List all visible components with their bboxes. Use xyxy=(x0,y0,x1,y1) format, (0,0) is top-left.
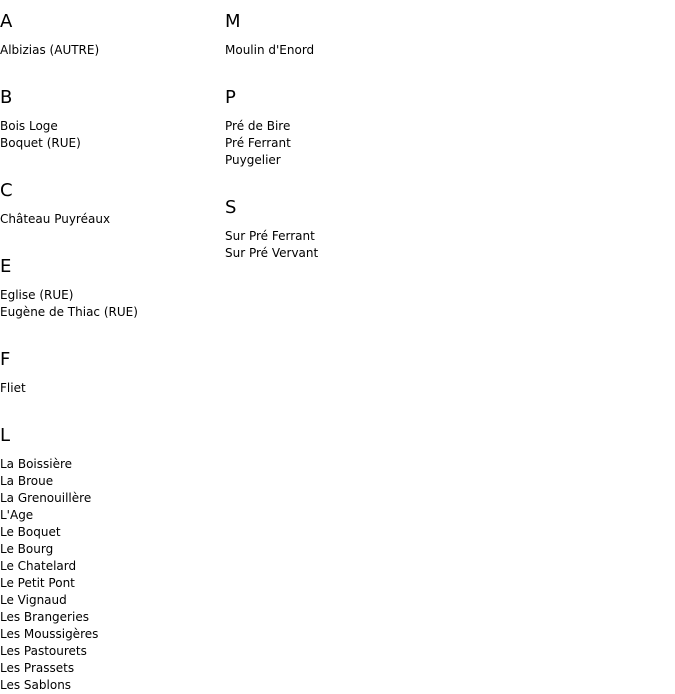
street-list xyxy=(0,118,225,152)
street-link[interactable]: Les Pastourets xyxy=(0,644,87,658)
street-link[interactable]: Pré Ferrant xyxy=(225,136,291,150)
street-link[interactable]: Boquet (RUE) xyxy=(0,136,81,150)
street-item xyxy=(0,558,225,575)
letter-group-f xyxy=(0,350,225,414)
street-item xyxy=(0,473,225,490)
letter-group-c xyxy=(0,181,225,245)
street-link[interactable]: La Boissière xyxy=(0,457,73,471)
street-item xyxy=(0,490,225,507)
street-list xyxy=(0,211,225,228)
street-item xyxy=(0,609,225,626)
group-spacer xyxy=(0,152,225,169)
street-item xyxy=(0,660,225,677)
street-item xyxy=(0,304,225,321)
street-link[interactable]: Albizias (AUTRE) xyxy=(0,43,100,57)
letter-heading: C xyxy=(0,180,13,201)
left-column xyxy=(0,0,225,694)
street-link[interactable]: Pré de Bire xyxy=(225,119,291,133)
street-list xyxy=(225,118,450,169)
street-link[interactable]: Le Vignaud xyxy=(0,593,67,607)
street-list xyxy=(225,228,450,262)
street-link[interactable]: Le Bourg xyxy=(0,542,54,556)
street-link[interactable]: Moulin d'Enord xyxy=(225,43,315,57)
street-item xyxy=(0,677,225,694)
letter-group-a xyxy=(0,12,225,76)
street-item xyxy=(225,135,450,152)
letter-heading: L xyxy=(0,425,11,446)
street-item xyxy=(0,135,225,152)
street-item xyxy=(0,643,225,660)
street-item xyxy=(225,118,450,135)
street-link[interactable]: La Broue xyxy=(0,474,54,488)
group-spacer xyxy=(225,169,450,186)
street-item xyxy=(0,592,225,609)
street-link[interactable]: Eglise (RUE) xyxy=(0,288,74,302)
street-link[interactable]: Puygelier xyxy=(225,153,281,167)
street-link[interactable]: Le Petit Pont xyxy=(0,576,75,590)
street-item xyxy=(0,42,225,59)
letter-heading: B xyxy=(0,87,13,108)
street-item xyxy=(0,575,225,592)
street-link[interactable]: Sur Pré Ferrant xyxy=(225,229,315,243)
street-item xyxy=(0,626,225,643)
street-item xyxy=(0,380,225,397)
letter-group-s xyxy=(225,198,450,262)
street-item xyxy=(0,456,225,473)
group-spacer xyxy=(0,321,225,338)
group-spacer xyxy=(0,397,225,414)
street-item xyxy=(0,541,225,558)
letter-heading: E xyxy=(0,256,12,277)
street-link[interactable]: Fliet xyxy=(0,381,26,395)
letter-group-p xyxy=(225,88,450,186)
street-link[interactable]: L'Age xyxy=(0,508,34,522)
street-item xyxy=(225,152,450,169)
street-link[interactable]: Les Moussigères xyxy=(0,627,99,641)
street-link[interactable]: Le Chatelard xyxy=(0,559,77,573)
street-link[interactable]: Le Boquet xyxy=(0,525,61,539)
right-column xyxy=(225,0,450,262)
group-spacer xyxy=(225,59,450,76)
letter-group-e xyxy=(0,257,225,338)
street-link[interactable]: Les Brangeries xyxy=(0,610,89,624)
street-list xyxy=(225,42,450,59)
letter-heading: A xyxy=(0,11,13,32)
street-link[interactable]: Château Puyréaux xyxy=(0,212,111,226)
letter-heading: S xyxy=(225,197,237,218)
street-link[interactable]: Eugène de Thiac (RUE) xyxy=(0,305,138,319)
street-link[interactable]: Bois Loge xyxy=(0,119,58,133)
street-item xyxy=(225,228,450,245)
street-item xyxy=(0,524,225,541)
street-item xyxy=(0,211,225,228)
street-list xyxy=(0,287,225,321)
letter-heading: M xyxy=(225,11,241,32)
letter-heading: P xyxy=(225,87,236,108)
street-list xyxy=(0,380,225,397)
street-link[interactable]: Sur Pré Vervant xyxy=(225,246,319,260)
letter-group-l xyxy=(0,426,225,694)
group-spacer xyxy=(0,228,225,245)
letter-group-b xyxy=(0,88,225,169)
street-list xyxy=(0,456,225,694)
street-link[interactable]: La Grenouillère xyxy=(0,491,92,505)
group-spacer xyxy=(0,59,225,76)
street-item xyxy=(0,507,225,524)
street-item xyxy=(225,245,450,262)
letter-group-m xyxy=(225,12,450,76)
street-link[interactable]: Les Sablons xyxy=(0,678,72,692)
street-list xyxy=(0,42,225,59)
street-item xyxy=(225,42,450,59)
street-item xyxy=(0,118,225,135)
letter-heading: F xyxy=(0,349,11,370)
street-item xyxy=(0,287,225,304)
street-link[interactable]: Les Prassets xyxy=(0,661,75,675)
